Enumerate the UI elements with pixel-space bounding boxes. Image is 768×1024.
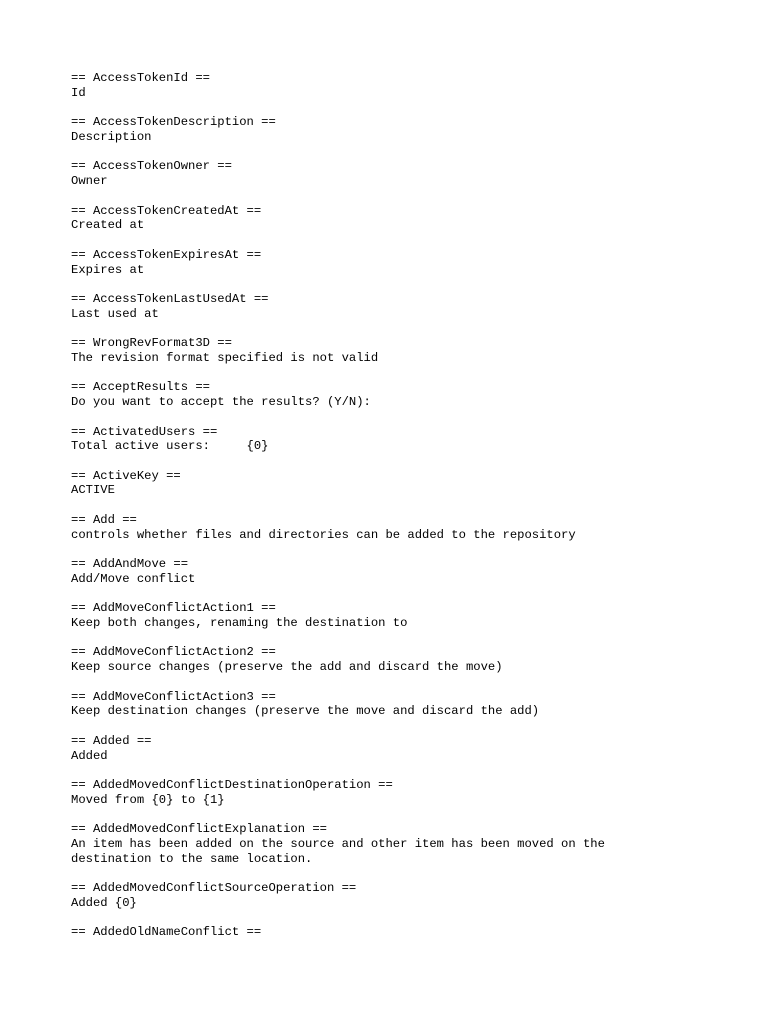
entry-key: == AccessTokenId == [71, 71, 210, 85]
entry-access-token-owner [71, 159, 731, 189]
entry-key: == AddMoveConflictAction3 == [71, 689, 276, 704]
entry-value: Keep destination changes (preserve the move and discard the add) [71, 704, 540, 719]
entry-access-token-description [71, 115, 731, 145]
entry-value: Total active users: {0} [71, 439, 269, 454]
entry-value: Created at [71, 218, 145, 233]
entry-access-token-created-at [71, 204, 731, 234]
entry-added-moved-conflict-destination-operation [71, 778, 731, 808]
entry-value: Expires at [71, 262, 145, 277]
entry-value: Add/Move conflict [71, 571, 196, 586]
entry-key: == AddMoveConflictAction1 == [71, 601, 276, 616]
entry-value: Added [71, 748, 108, 763]
entry-value: Moved from {0} to {1} [71, 792, 225, 807]
entry-value: The revision format specified is not valid [71, 350, 379, 365]
entry-key: == AddMoveConflictAction2 == [71, 645, 276, 660]
entry-add-and-move [71, 557, 731, 587]
entry-value: An item has been added on the source and other item has been moved on the destination to the same location. [71, 836, 605, 866]
entry-key: == AddedOldNameConflict == [71, 925, 262, 940]
entry-value: Id [71, 85, 86, 100]
entry-key: == AccessTokenDescription == [71, 115, 276, 130]
entry-key: == AccessTokenLastUsedAt == [71, 291, 269, 306]
entry-active-key [71, 469, 731, 499]
entry-key: == AccessTokenExpiresAt == [71, 247, 262, 262]
entry-access-token-expires-at [71, 248, 731, 278]
entry-add-move-conflict-action2 [71, 645, 731, 675]
entry-add-move-conflict-action1 [71, 601, 731, 631]
entry-activated-users [71, 425, 731, 455]
entry-value: Description [71, 129, 152, 144]
entry-key: == ActivatedUsers == [71, 424, 218, 439]
entry-added-old-name-conflict [71, 925, 731, 940]
entry-add [71, 513, 731, 543]
entry-key: == AccessTokenOwner == [71, 159, 232, 174]
entry-access-token-last-used-at [71, 292, 731, 322]
entry-key: == AddedMovedConflictExplanation == [71, 822, 327, 837]
entry-value: controls whether files and directories can be added to the repository [71, 527, 576, 542]
entry-key: == AddAndMove == [71, 557, 189, 572]
entry-key: == Added == [71, 733, 152, 748]
entry-key: == WrongRevFormat3D == [71, 336, 232, 351]
entry-value: Added {0} [71, 895, 137, 910]
entry-key: == Add == [71, 512, 137, 527]
entry-key: == AddedMovedConflictDestinationOperation == [71, 778, 393, 792]
entry-value: Owner [71, 174, 108, 189]
entry-value: ACTIVE [71, 483, 115, 498]
entry-access-token-id [71, 71, 731, 101]
document-page [71, 71, 731, 955]
entry-added [71, 734, 731, 764]
entry-wrong-rev-format-3d [71, 336, 731, 366]
entry-value: Keep both changes, renaming the destination to [71, 616, 408, 631]
entry-key: == AddedMovedConflictSourceOperation == [71, 881, 357, 896]
entry-key: == AccessTokenCreatedAt == [71, 203, 262, 218]
entry-value: Do you want to accept the results? (Y/N): [71, 395, 371, 410]
entry-value: Last used at [71, 306, 159, 321]
entry-key: == ActiveKey == [71, 468, 181, 483]
entry-added-moved-conflict-source-operation [71, 881, 731, 911]
entry-added-moved-conflict-explanation [71, 822, 731, 866]
entry-key: == AcceptResults == [71, 380, 210, 395]
entry-add-move-conflict-action3 [71, 690, 731, 720]
entry-value: Keep source changes (preserve the add and discard the move) [71, 660, 503, 675]
entry-accept-results [71, 380, 731, 410]
